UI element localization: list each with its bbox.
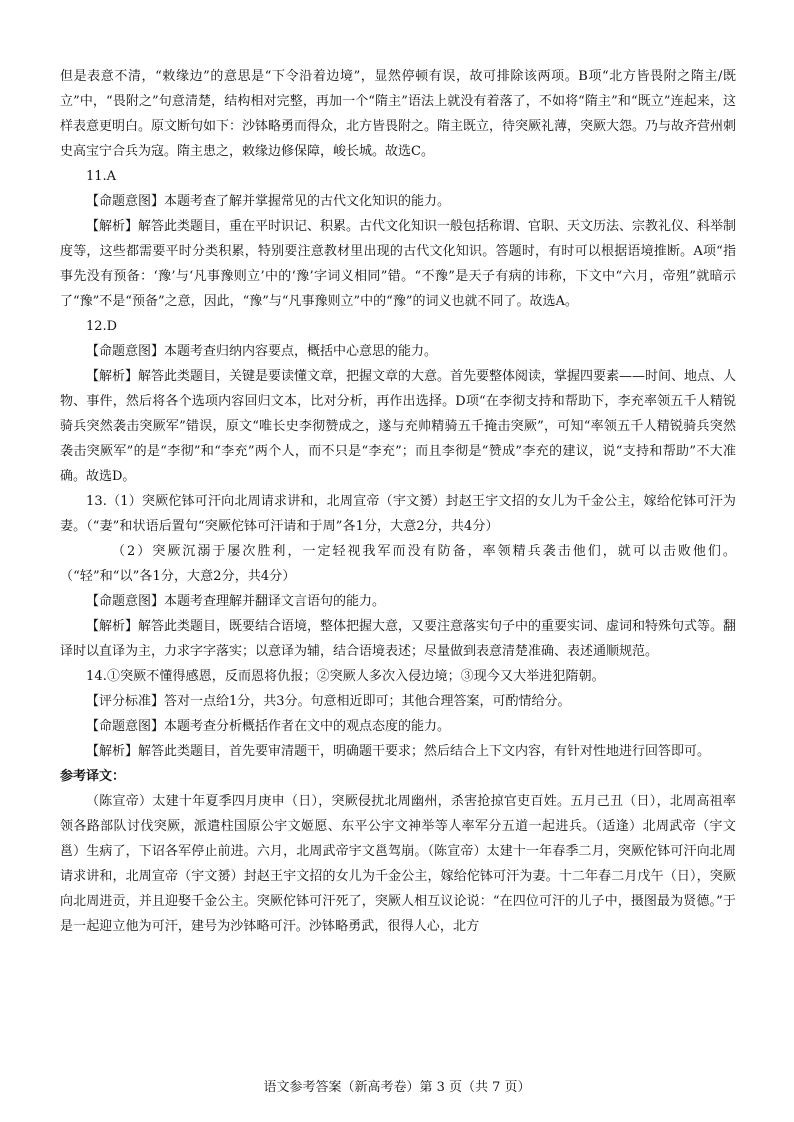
q12-analysis: 【解析】解答此类题目，关键是要读懂文章，把握文章的大意。首先要整体阅读，掌握四要素——时间、地点、人物、事件，然后将各个选项内容回归文本，比对分析，再作出选择。D项“在李彻支持和帮助下，李充率领五千人精锐骑兵突然袭击突厥军”错误，原文“唯长史李彻赞成之，遂与充帅精骑五千掩击突厥”，可知“率领五千人精锐骑兵突然袭击突厥军”的是“李彻”和“李充”两个人，而不只是“李充”；而且李彻是“赞成”李充的建议，说“支持和帮助”不大准确。故选D。 <box>60 369 737 484</box>
q13-answer-2: （2）突厥沉溺于屡次胜利，一定轻视我军而没有防备，率领精兵袭击他们，就可以击败他们。（“轻”和“以”各1分，大意2分，共4分） <box>60 544 736 584</box>
q13-answer-1: 13.（1）突厥佗钵可汗向北周请求讲和，北周宣帝（宇文赟）封赵王宇文招的女儿为千金公主，嫁给佗钵可汗为妻。（“妻”和状语后置句“突厥佗钵可汗请和于周”各1分，大意2分，共4分） <box>60 494 736 534</box>
q14-answer: 14.①突厥不懂得感恩，反而恩将仇报；②突厥人多次入侵边境；③现今又大举进犯隋朝。 <box>86 669 605 684</box>
q12-answer: 12.D <box>86 319 118 334</box>
q14-intent: 【命题意图】本题考查分析概括作者在文中的观点态度的能力。 <box>86 719 451 734</box>
translation-heading: 参考译文： <box>60 769 126 784</box>
translation-text: （陈宣帝）太建十年夏季四月庚申（日），突厥侵扰北周幽州，杀害抢掠官吏百姓。五月己丑（日），北周高祖率领各路部队讨伐突厥，派遣柱国原公宇文姬愿、东平公宇文神举等人率军分五道一起进兵。（适逢）北周武帝（宇文邕）生病了，下诏各军停止前进。六月，北周武帝宇文邕驾崩。（陈宣帝）太建十一年春季二月，突厥佗钵可汗向北周请求讲和，北周宣帝（宇文赟）封赵王宇文招的女儿为千金公主，嫁给佗钵可汗为妻。十二年春二月戊午（日），突厥向北周进贡，并且迎娶千金公主。突厥佗钵可汗死了，突厥人相互议论说：“在四位可汗的儿子中，摄图最为贤德。”于是一起迎立他为可汗，建号为沙钵略可汗。沙钵略勇武，很得人心，北方 <box>60 794 736 934</box>
para-b-option-analysis: 但是表意不清，“敕缘边”的意思是“下令沿着边境”，显然停顿有误，故可排除该两项。B项“北方皆畏附之隋主/既立”中，“畏附之”句意清楚，结构相对完整，再加一个“隋主”语法上就没有着落了，不如将“隋主”和“既立”连起来，这样表意更明白。原文断句如下：沙钵略勇而得众，北方皆畏附之。隋主既立，待突厥礼薄，突厥大怨。乃与故齐营州刺史高宝宁合兵为寇。隋主患之，敕缘边修保障，峻长城。故选C。 <box>60 69 737 159</box>
q13-intent: 【命题意图】本题考查理解并翻译文言语句的能力。 <box>86 594 386 609</box>
q13-analysis: 【解析】解答此类题目，既要结合语境，整体把握大意，又要注意落实句子中的重要实词、虚词和特殊句式等。翻译时以直译为主，力求字字落实；以意译为辅，结合语境表述；尽量做到表意清楚准确、表述通顺规范。 <box>60 619 737 659</box>
q11-analysis: 【解析】解答此类题目，重在平时识记、积累。古代文化知识一般包括称谓、官职、天文历法、宗教礼仪、科举制度等，这些都需要平时分类积累，特别要注意教材里出现的古代文化知识。答题时，有时可以根据语境推断。A项“指事先没有预备：‘豫’与‘凡事豫则立’中的‘豫’字词义相同”错。“不豫”是天子有病的讳称，下文中“六月，帝殂”就暗示了“豫”不是“预备”之意，因此，“豫”与“凡事豫则立”中的“豫”的词义也就不同了。故选A。 <box>60 219 737 309</box>
q11-answer: 11.A <box>86 169 117 184</box>
answer-key-body <box>60 64 736 939</box>
q14-scoring: 【评分标准】答对一点给1分，共3分。句意相近即可；其他合理答案，可酌情给分。 <box>86 694 571 709</box>
page-footer: 语文参考答案（新高考卷）第 3 页（共 7 页） <box>263 1080 531 1095</box>
q11-intent: 【命题意图】本题考查了解并掌握常见的古代文化知识的能力。 <box>86 194 451 209</box>
q12-intent: 【命题意图】本题考查归纳内容要点，概括中心意思的能力。 <box>86 344 438 359</box>
q14-analysis: 【解析】解答此类题目，首先要审清题干，明确题干要求；然后结合上下文内容，有针对性地进行回答即可。 <box>86 744 711 759</box>
